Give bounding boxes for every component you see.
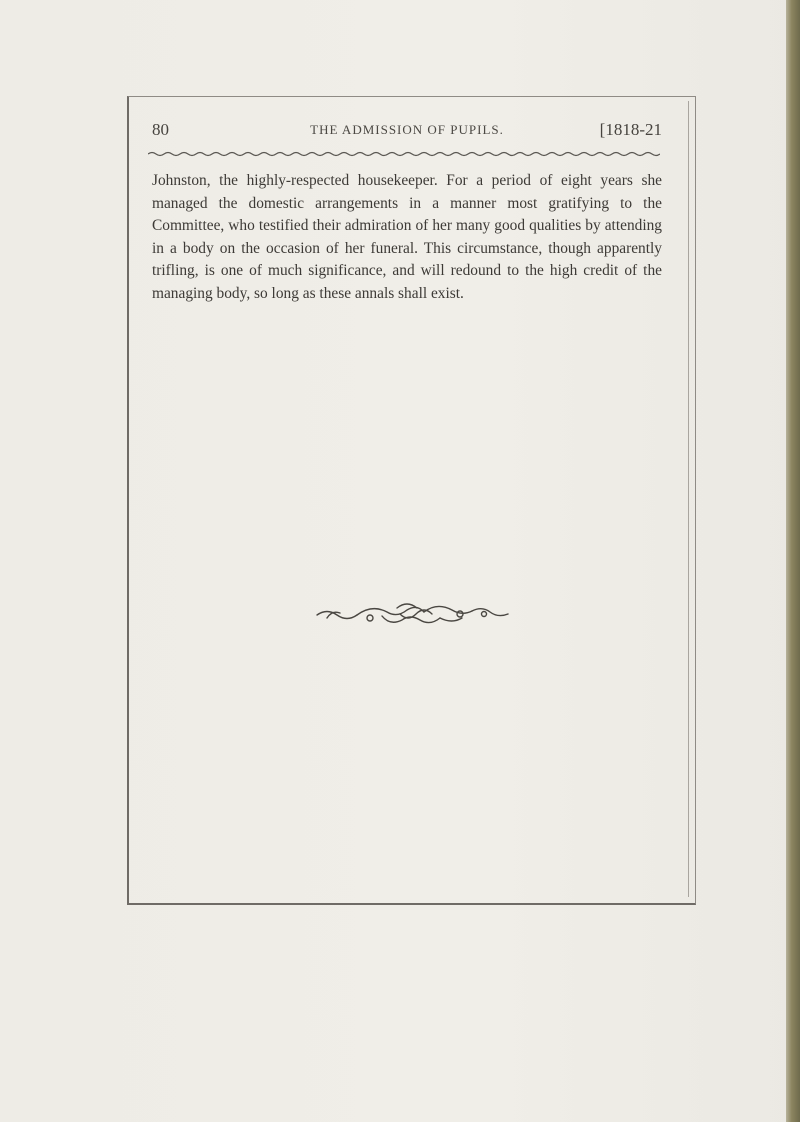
page-header [152, 120, 662, 144]
body-paragraph: Johnston, the highly-respected housekeeper. For a period of eight years she managed the domestic arrangements in a manner most gratifying to the Committee, who testified their admiration of her many good qualities by attending in a body on the occasion of her funeral. This circumstance, though apparently trifling, is one of much significance, and will redound to the high credit of the managing body, so long as these annals shall exist. [152, 172, 662, 302]
body-text [152, 170, 662, 306]
running-title: THE ADMISSION OF PUPILS. [310, 122, 504, 137]
date-range: [1818-21 [599, 120, 662, 139]
wavy-rule [148, 150, 660, 158]
page-number: 80 [152, 120, 169, 139]
page-edge-shadow [786, 0, 800, 1122]
scroll-ornament [312, 600, 512, 630]
